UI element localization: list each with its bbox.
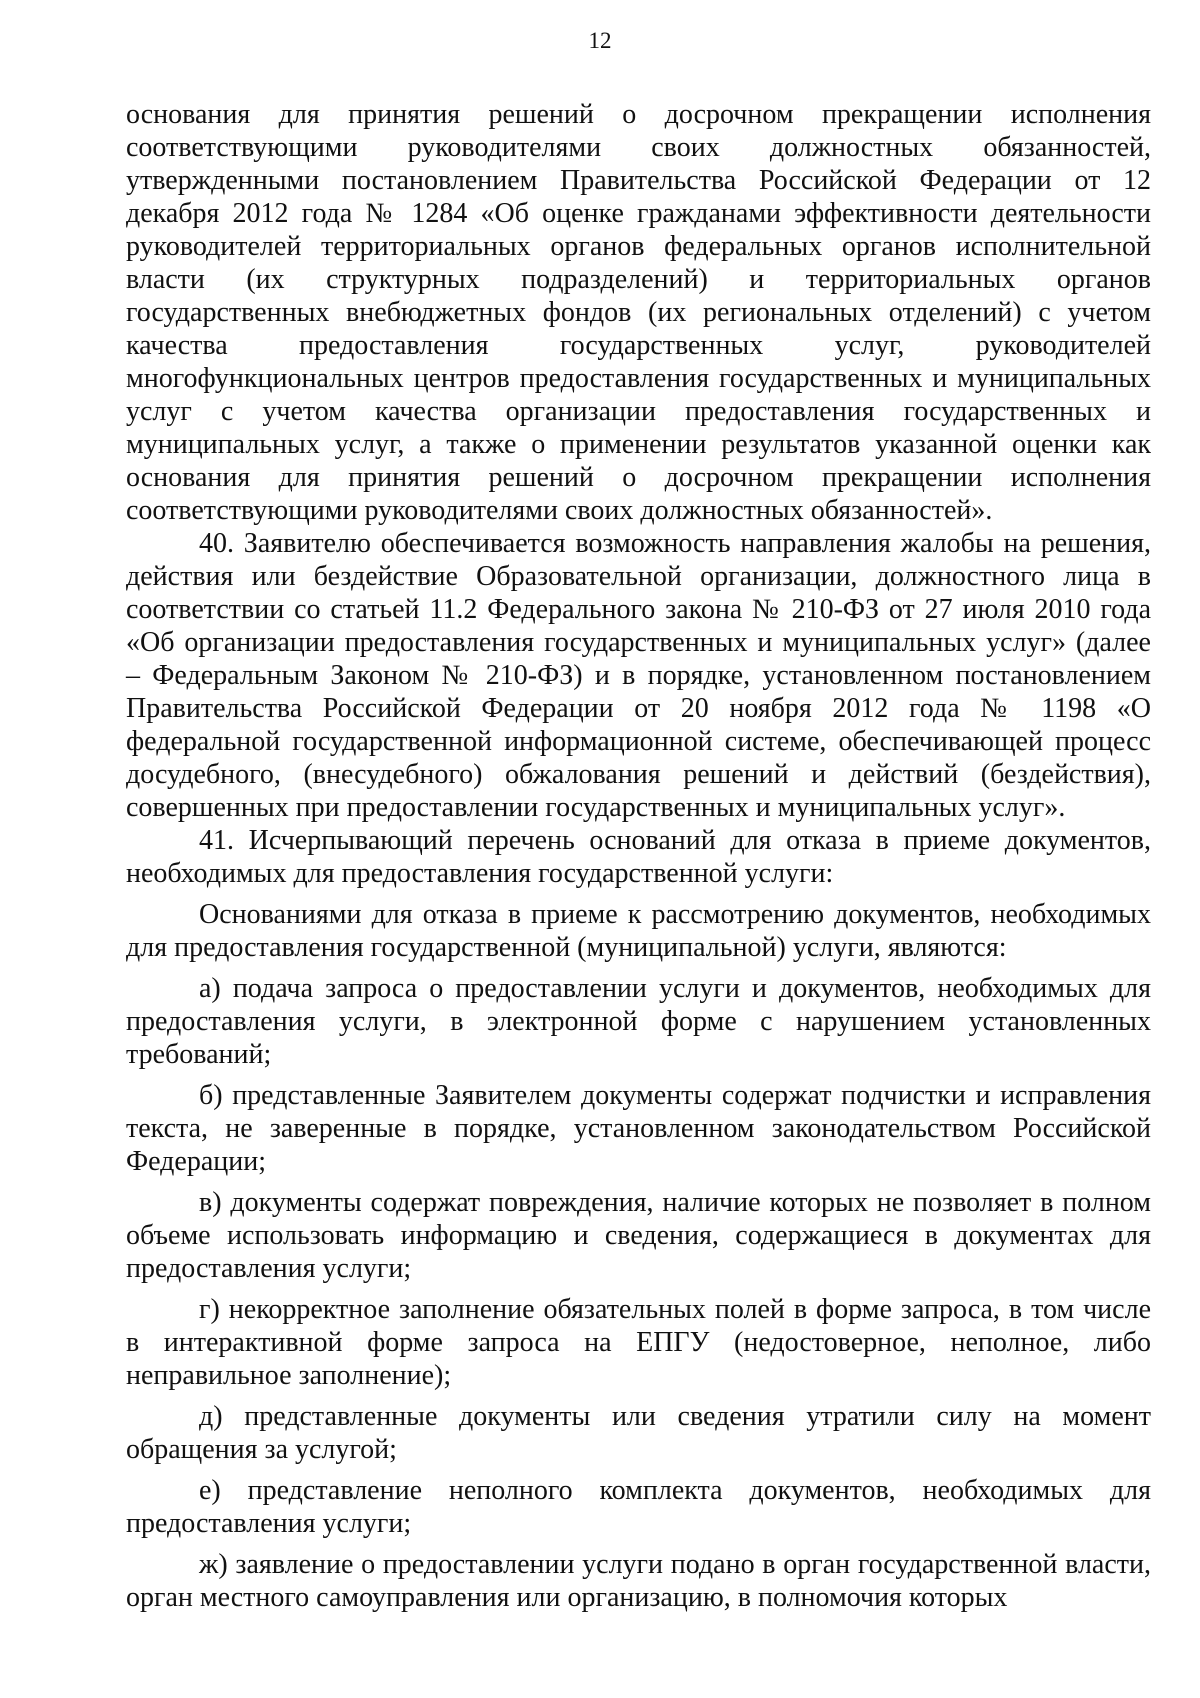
document-body bbox=[126, 98, 1151, 1614]
list-item-v: в) документы содержат повреждения, наличие которых не позволяет в полном объеме использовать информацию и сведения, содержащиеся в документах для предоставления услуги; bbox=[126, 1187, 1151, 1284]
paragraph-grounds-intro: Основаниями для отказа в приеме к рассмотрению документов, необходимых для предоставления государственной (муниципальной) услуги, являются: bbox=[126, 899, 1151, 963]
paragraph-41: 41. Исчерпывающий перечень оснований для отказа в приеме документов, необходимых для предоставления государственной услуги: bbox=[126, 825, 1151, 889]
list-item-g: г) некорректное заполнение обязательных полей в форме запроса, в том числе в интерактивной форме запроса на ЕПГУ (недостоверное, неполное, либо неправильное заполнение); bbox=[126, 1294, 1151, 1391]
list-item-e: е) представление неполного комплекта документов, необходимых для предоставления услуги; bbox=[126, 1475, 1151, 1539]
list-item-b: б) представленные Заявителем документы содержат подчистки и исправления текста, не заверенные в порядке, установленном законодательством Российской Федерации; bbox=[126, 1080, 1151, 1177]
paragraph-continuation: основания для принятия решений о досрочном прекращении исполнения соответствующими руководителями своих должностных обязанностей, утвержденными постановлением Правительства Российской Федерации от 12 декабря 2012 года № 1284 «Об оценке гражданами эффективности деятельности руководителей территориальных органов федеральных органов исполнительной власти (их структурных подразделений) и территориальных органов государственных внебюджетных фондов (их региональных отделений) с учетом качества предоставления государственных услуг, руководителей многофункциональных центров предоставления государственных и муниципальных услуг с учетом качества организации предоставления государственных и муниципальных услуг, а также о применении результатов указанной оценки как основания для принятия решений о досрочном прекращении исполнения соответствующими руководителями своих должностных обязанностей». bbox=[126, 99, 1151, 526]
list-item-d: д) представленные документы или сведения утратили силу на момент обращения за услугой; bbox=[126, 1401, 1151, 1465]
paragraph-40: 40. Заявителю обеспечивается возможность направления жалобы на решения, действия или бездействие Образовательной организации, должностного лица в соответствии со статьей 11.2 Федерального закона № 210-ФЗ от 27 июля 2010 года «Об организации предоставления государственных и муниципальных услуг» (далее – Федеральным Законом № 210-ФЗ) и в порядке, установленном постановлением Правительства Российской Федерации от 20 ноября 2012 года № 1198 «О федеральной государственной информационной системе, обеспечивающей процесс досудебного, (внесудебного) обжалования решений и действий (бездействия), совершенных при предоставлении государственных и муниципальных услуг». bbox=[126, 528, 1151, 823]
list-item-a: а) подача запроса о предоставлении услуги и документов, необходимых для предоставления услуги, в электронной форме с нарушением установленных требований; bbox=[126, 973, 1151, 1070]
page-number: 12 bbox=[588, 28, 612, 53]
list-item-zh: ж) заявление о предоставлении услуги подано в орган государственной власти, орган местного самоуправления или организацию, в полномочия которых bbox=[126, 1549, 1151, 1613]
